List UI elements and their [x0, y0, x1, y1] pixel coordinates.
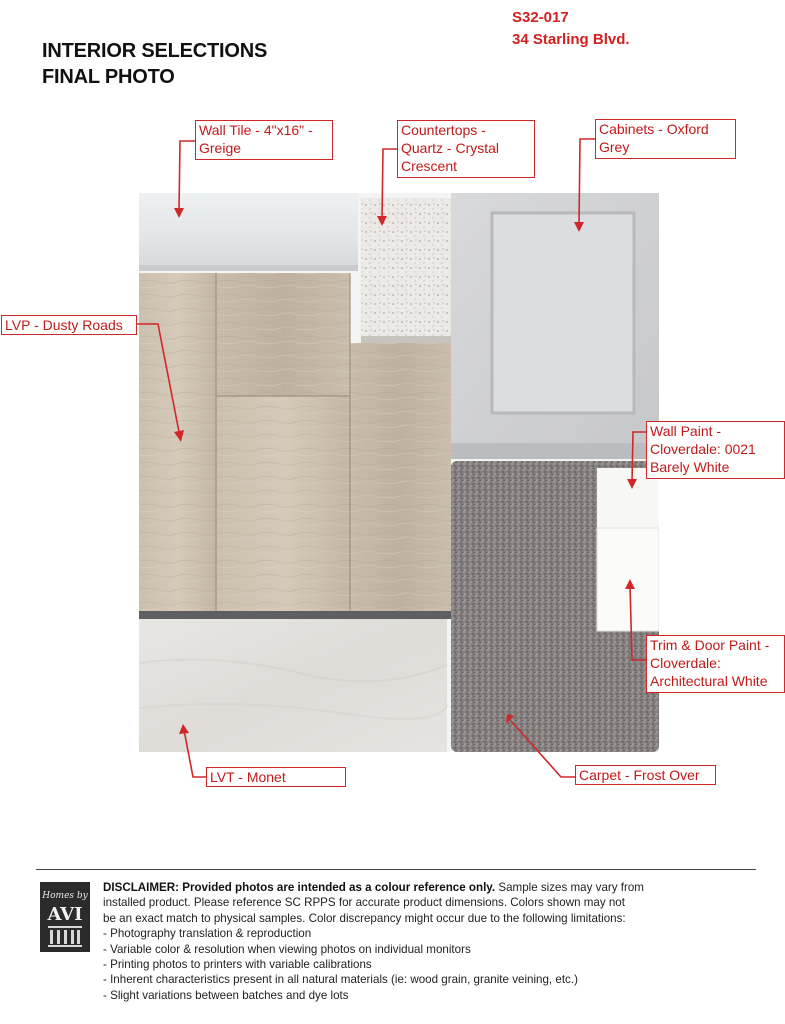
label-trim-paint-line3: Architectural White [650, 673, 768, 689]
label-cabinets-line2: Grey [599, 139, 630, 155]
label-lvp [1, 315, 137, 335]
disclaimer-item: - Variable color & resolution when viewing photos on individual monitors [103, 942, 471, 956]
disclaimer-block [103, 880, 763, 1003]
logo-mark [40, 882, 90, 952]
footer-divider [36, 869, 756, 870]
label-countertops-line3: Crescent [401, 158, 458, 174]
label-wall-tile-line2: Greige [199, 140, 242, 156]
label-wall-tile-line1: Wall Tile - 4"x16" - [199, 122, 313, 138]
label-wall-paint-line3: Barely White [650, 459, 730, 475]
label-trim-paint-line1: Trim & Door Paint - [650, 637, 770, 653]
label-lvt-text: LVT - Monet [210, 769, 286, 785]
svg-text:Homes by: Homes by [42, 891, 88, 901]
label-wall-paint-line1: Wall Paint - [650, 423, 722, 439]
disclaimer-line2: installed product. Please reference SC RPPS for accurate product dimensions. Colors shown may not [103, 896, 625, 910]
disclaimer-intro-rest: Sample sizes may vary from [498, 881, 644, 894]
disclaimer-item: - Slight variations between batches and dye lots [103, 988, 349, 1002]
project-address: 34 Starling Blvd. [512, 31, 630, 48]
label-wall-paint [646, 421, 785, 479]
label-countertops-line1: Countertops - [401, 122, 486, 138]
page-title-line2: FINAL PHOTO [42, 66, 175, 88]
label-trim-door-paint [646, 635, 785, 693]
svg-text:AVI: AVI [47, 904, 83, 925]
label-countertops [397, 120, 535, 178]
disclaimer-item: - Photography translation & reproduction [103, 927, 312, 941]
label-wall-tile [195, 120, 333, 160]
disclaimer-item: - Inherent characteristics present in all natural materials (ie: wood grain, granite veining, etc.) [103, 973, 578, 987]
label-trim-paint-line2: Cloverdale: [650, 655, 721, 671]
label-carpet [575, 765, 716, 785]
page-title-line1: INTERIOR SELECTIONS [42, 40, 268, 62]
label-cabinets-line1: Cabinets - Oxford [599, 121, 709, 137]
disclaimer-line1 [103, 880, 763, 895]
label-wall-paint-line2: Cloverdale: 0021 [650, 441, 756, 457]
label-cabinets [595, 119, 736, 159]
project-code: S32-017 [512, 9, 569, 26]
disclaimer-item: - Printing photos to printers with variable calibrations [103, 958, 372, 972]
label-lvt [206, 767, 346, 787]
company-logo [40, 882, 90, 952]
label-countertops-line2: Quartz - Crystal [401, 140, 500, 156]
label-lvp-text: LVP - Dusty Roads [5, 317, 123, 333]
label-carpet-text: Carpet - Frost Over [579, 767, 700, 783]
disclaimer-line3: be an exact match to physical samples. Color discrepancy might occur due to the following limitations: [103, 911, 626, 925]
disclaimer-heading: DISCLAIMER: Provided photos are intended as a colour reference only. [103, 881, 496, 894]
